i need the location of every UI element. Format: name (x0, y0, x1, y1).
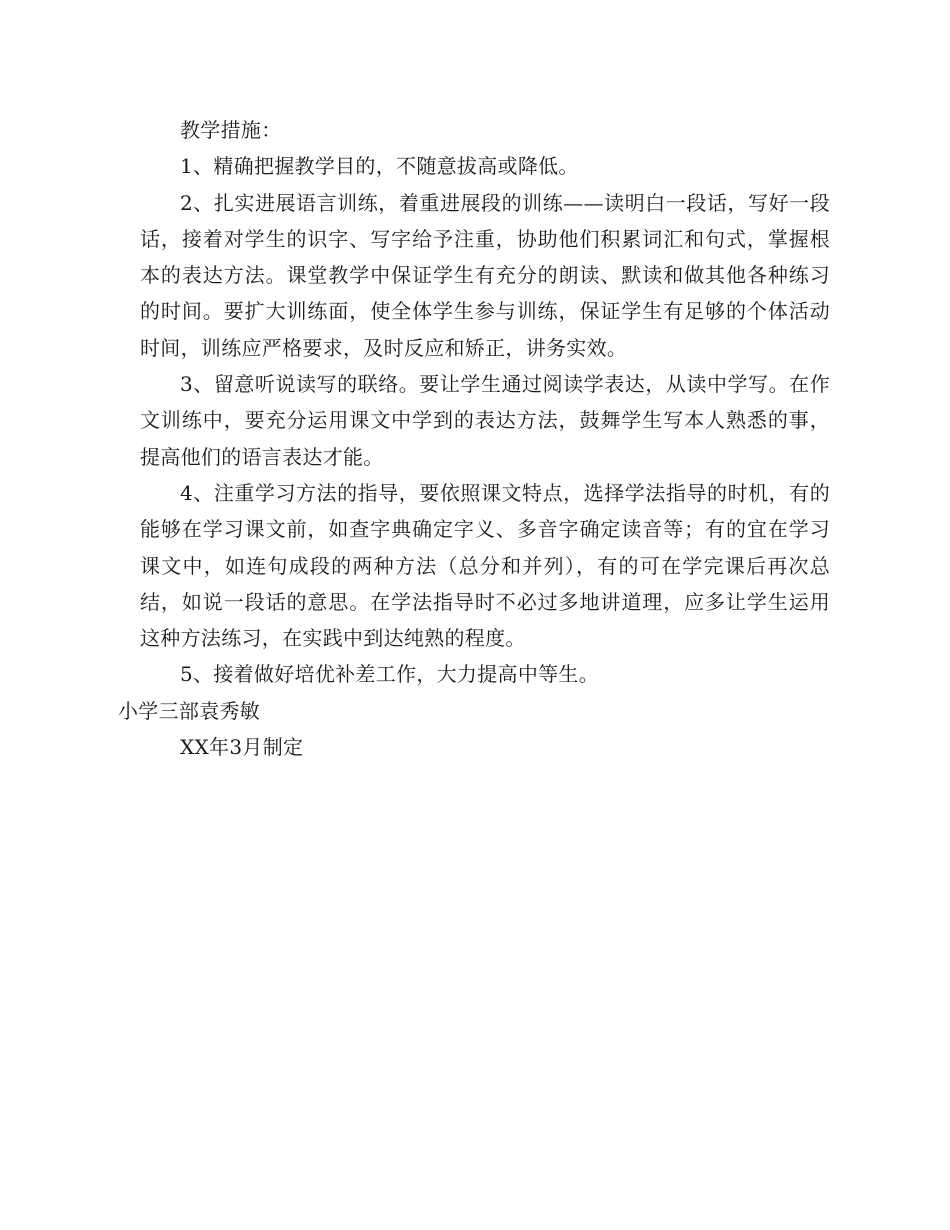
document-body (118, 112, 830, 765)
section-heading: 教学措施： (180, 118, 282, 142)
document-date: XX年3月制定 (180, 735, 304, 760)
measure-item-4: 4、注重学习方法的指导，要依照课文特点，选择学法指导的时机，有的能够在学习课文前，如查字典确定字义、多音字确定读音等；有的宜在学习课文中，如连句成段的两种方法（总分和并列），有的可在学完课后再次总结，如说一段话的意思。在学法指导时不必过多地讲道理，应多让学生运用这种方法练习，在实践中到达纯熟的程度。 (140, 480, 830, 651)
measure-item-5: 5、接着做好培优补差工作，大力提高中等生。 (180, 662, 600, 687)
measure-item-3: 3、留意听说读写的联络。要让学生通过阅读学表达，从读中学写。在作文训练中，要充分运用课文中学到的表达方法，鼓舞学生写本人熟悉的事，提高他们的语言表达才能。 (140, 372, 830, 469)
author-signature: 小学三部袁秀敏 (118, 698, 261, 723)
measure-item-2: 2、扎实进展语言训练，着重进展段的训练——读明白一段话，写好一段话，接着对学生的识字、写字给予注重，协助他们积累词汇和句式，掌握根本的表达方法。课堂教学中保证学生有充分的朗读、默读和做其他各种练习的时间。要扩大训练面，使全体学生参与训练，保证学生有足够的个体活动时间，训练应严格要求，及时反应和矫正，讲务实效。 (140, 190, 830, 360)
measure-item-1: 1、精确把握教学目的，不随意拔高或降低。 (180, 154, 579, 179)
